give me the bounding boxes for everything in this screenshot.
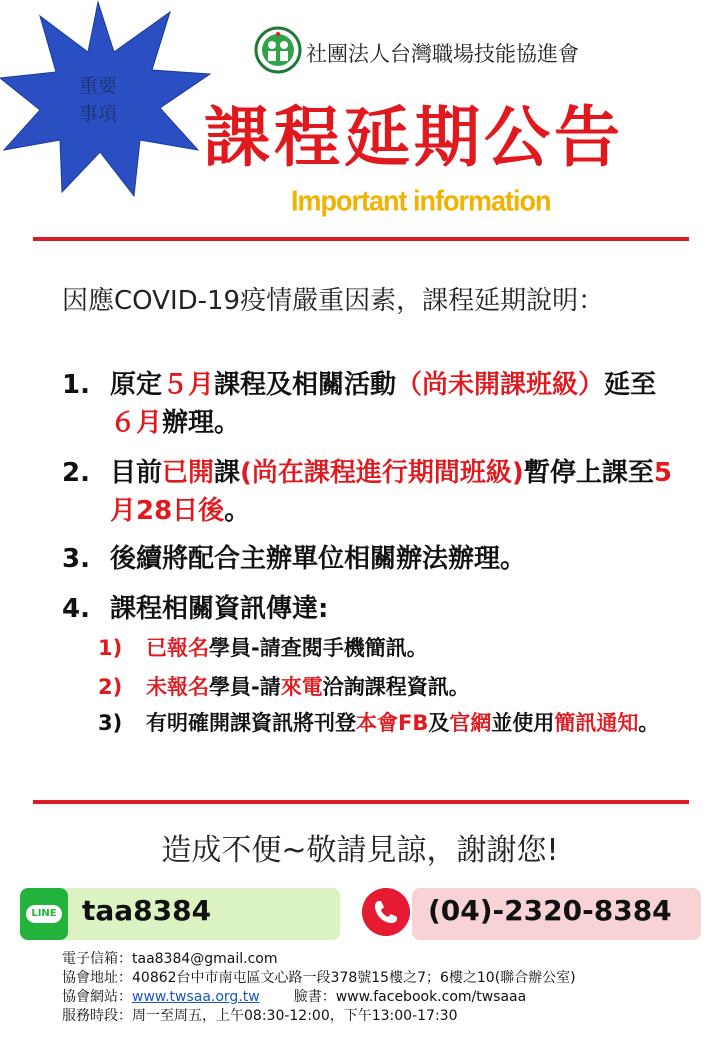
item-text-highlight: （尚未開課班級）: [396, 370, 605, 400]
subitem-text-part: 並使用: [491, 711, 555, 735]
footer-facebook: 臉書：www.facebook.com/twsaaa: [293, 989, 527, 1005]
page-subtitle: Important information: [291, 185, 551, 217]
item-text-highlight: ６月: [110, 408, 163, 438]
page-title: 課程延期公告: [204, 99, 624, 176]
item-text-part: 暫停上課至: [523, 458, 654, 488]
item-number: 3.: [62, 544, 90, 574]
top-divider: [33, 237, 689, 241]
notice-item-2: [62, 454, 672, 530]
subitem-text-part: 有明確開課資訊將刊登: [146, 711, 356, 735]
badge-line-2: 事項: [78, 103, 117, 125]
subitem-text: [146, 708, 678, 739]
item-text-part: 目前: [110, 458, 163, 488]
badge-line-1: 重要: [78, 75, 117, 97]
notice-item-4: [62, 590, 672, 628]
important-badge: [58, 72, 138, 128]
subitem-text-part: 。: [638, 711, 660, 735]
organization-name: 社團法人台灣職場技能協進會: [306, 42, 579, 66]
footer-email: 電子信箱：taa8384@gmail.com: [62, 951, 278, 967]
bottom-divider: [33, 800, 689, 804]
item-text-highlight: ５月: [162, 370, 215, 400]
subitem-number: 1): [98, 636, 123, 660]
subitem-text-part: 及: [428, 711, 450, 735]
footer-hours: 服務時段：周一至周五，上午08:30-12:00，下午13:00-17:30: [62, 1008, 458, 1024]
item-number: 1.: [62, 370, 90, 400]
subitem-text-highlight: 官網: [449, 711, 492, 735]
item-text: [110, 590, 672, 628]
subitem-text-part: 學員-請: [209, 675, 281, 699]
footer-website-link[interactable]: www.twsaa.org.tw: [132, 989, 260, 1005]
item-text: [110, 540, 672, 578]
item-text-highlight: 5月28日後: [110, 458, 672, 526]
subitem-text-part: 洽詢課程資訊。: [322, 675, 470, 699]
subitem-text-highlight: 來電: [280, 675, 323, 699]
item-text-highlight: (尚在課程進行期間班級): [240, 458, 524, 488]
item-text: [110, 366, 672, 442]
footer-website-label: 協會網站：: [62, 989, 132, 1005]
association-logo-icon: [254, 26, 302, 74]
subitem-number: 3): [98, 711, 123, 735]
phone-icon[interactable]: [362, 888, 410, 936]
line-icon-label: LINE: [26, 905, 62, 923]
notice-subitem-3: [98, 708, 678, 739]
item-text-part: 。: [224, 496, 251, 526]
footer-address: 協會地址：40862台中市南屯區文心路一段378號15樓之7；6樓之10(聯合辦公室): [62, 970, 576, 986]
item-text-part: 課程及相關活動: [214, 370, 397, 400]
subitem-text: [146, 633, 678, 664]
item-number: 2.: [62, 458, 90, 488]
subitem-text-highlight: 簡訊通知: [554, 711, 639, 735]
subitem-text: [146, 672, 678, 703]
item-text-highlight: 已開: [162, 458, 215, 488]
subitem-text-highlight: 未報名: [146, 675, 209, 699]
notice-subitem-2: [98, 672, 678, 703]
item-number: 4.: [62, 594, 90, 624]
footer-web-row: [62, 988, 576, 1007]
notice-item-1: [62, 366, 672, 442]
intro-text: 因應COVID-19疫情嚴重因素，課程延期說明：: [62, 286, 605, 316]
line-id[interactable]: taa8384: [82, 894, 212, 927]
notice-subitem-1: [98, 633, 678, 664]
item-text-part: 原定: [110, 370, 163, 400]
phone-number[interactable]: (04)-2320-8384: [428, 894, 672, 927]
item-text-part: 延至: [604, 370, 657, 400]
subitem-number: 2): [98, 675, 123, 699]
subitem-text-highlight: 本會FB: [356, 711, 429, 735]
item-text-part: 辦理。: [162, 408, 241, 438]
closing-message: 造成不便~敬請見諒，謝謝您!: [161, 833, 559, 868]
item-text-part: 後續將配合主辦單位相關辦法辦理。: [110, 544, 527, 574]
subitem-text-highlight: 已報名: [146, 636, 209, 660]
item-text: [110, 454, 672, 530]
contact-footer: [62, 950, 576, 1026]
notice-item-3: [62, 540, 672, 578]
item-text-part: 課: [214, 458, 241, 488]
subitem-text-part: 學員-請查閱手機簡訊。: [209, 636, 428, 660]
item-text-part: 課程相關資訊傳達:: [110, 594, 329, 624]
